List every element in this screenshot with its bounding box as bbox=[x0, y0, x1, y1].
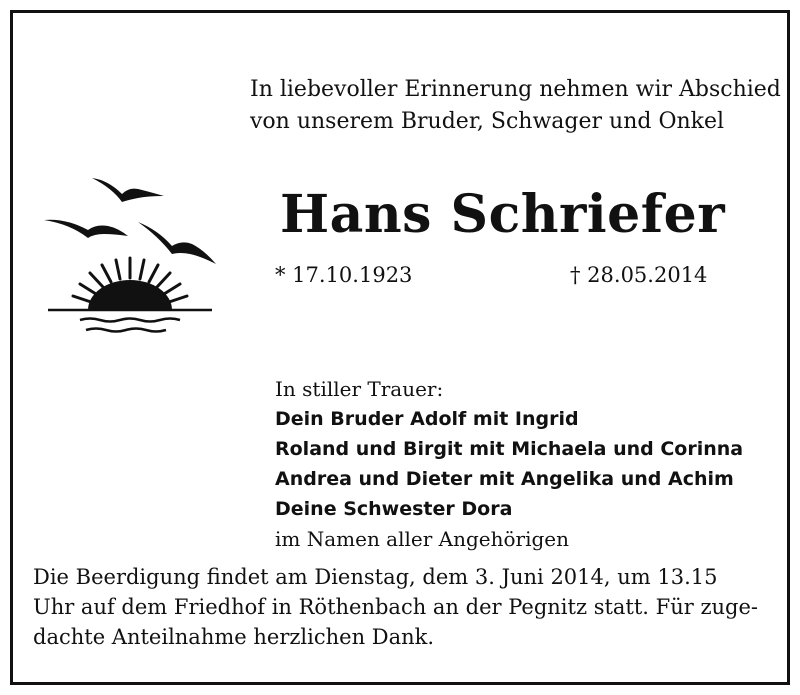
mourners-footer: im Namen aller Angehörigen bbox=[275, 527, 570, 551]
mourners-intro: In stiller Trauer: bbox=[275, 377, 444, 401]
funeral-notice bbox=[33, 562, 763, 652]
intro-line: von unserem Bruder, Schwager und Onkel bbox=[250, 109, 725, 134]
seagull-icon bbox=[138, 222, 216, 264]
seagulls-sunset-icon bbox=[30, 160, 230, 350]
mourner-name: Dein Bruder Adolf mit Ingrid bbox=[275, 408, 579, 430]
mourner-name: Deine Schwester Dora bbox=[275, 498, 513, 520]
seagull-icon bbox=[44, 220, 128, 238]
notice-line: Die Beerdigung findet am Dienstag, dem 3. Juni 2014, um 13.15 bbox=[33, 565, 718, 589]
notice-line: dachte Anteilnahme herzlichen Dank. bbox=[33, 625, 435, 649]
deceased-name: Hans Schriefer bbox=[280, 184, 726, 245]
mourner-name: Andrea und Dieter mit Angelika und Achim bbox=[275, 468, 734, 490]
intro-text bbox=[250, 74, 781, 138]
mourners-block bbox=[275, 374, 743, 554]
death-date: † 28.05.2014 bbox=[570, 263, 708, 287]
notice-line: Uhr auf dem Friedhof in Röthenbach an der Pegnitz statt. Für zuge- bbox=[33, 595, 759, 619]
birth-date: * 17.10.1923 bbox=[275, 263, 413, 287]
mourner-name: Roland und Birgit mit Michaela und Corinna bbox=[275, 438, 744, 460]
intro-line: In liebevoller Erinnerung nehmen wir Abschied bbox=[250, 77, 781, 102]
seagull-icon bbox=[92, 178, 164, 202]
